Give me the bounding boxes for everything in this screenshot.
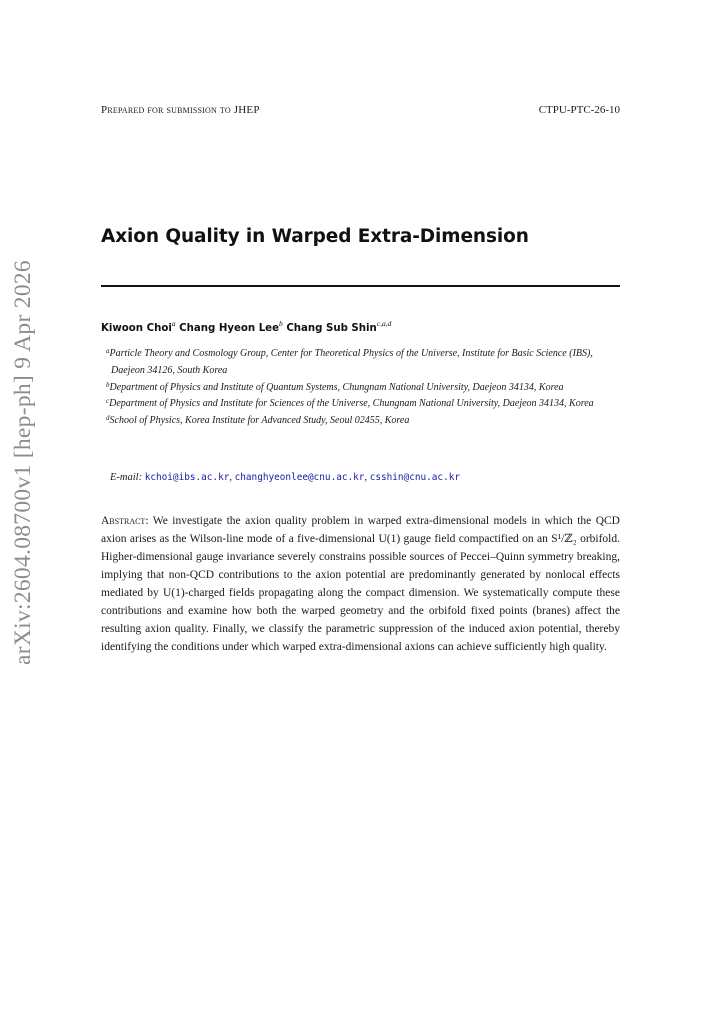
abstract-text: We investigate the axion quality problem in warped extra-dimensional models in which the QCD axion arises as the Wilson-line mode of a five-dimensional U(1) gauge field compactified on an S¹/ℤ₂ orbifold. Higher-dimensional gauge invariance severely constrains possible sources of Peccei–Quinn symmetry breaking, implying that non-QCD contributions to the axion potential are predominantly generated by nonlocal effects mediated by U(1)-charged fields propagating along the compact dimension. We systematically compute these contributions and examine how both the warped geometry and the orbifold fixed points (branes) affect the resulting axion quality. Finally, we classify the parametric suppression of the induced axion potential, thereby identifying the conditions under which warped extra-dimensional axions can achieve sufficiently high quality. — [101, 515, 620, 654]
affiliation-label: b — [106, 380, 110, 389]
abstract-label: Abstract: — [101, 515, 149, 527]
affiliation-text: Particle Theory and Cosmology Group, Center for Theoretical Physics of the Universe, Institute for Basic Science (IBS), Daejeon 34126, South Korea — [109, 348, 593, 376]
affiliation-text: Department of Physics and Institute for Sciences of the Universe, Chungnam National University, Daejeon 34134, Korea — [109, 398, 594, 410]
email-label: E-mail: — [110, 472, 143, 483]
author-list — [101, 319, 392, 334]
title-rule — [101, 285, 620, 287]
affiliation-text: Department of Physics and Institute of Quantum Systems, Chungnam National University, Daejeon 34134, Korea — [109, 381, 564, 393]
email-link[interactable]: csshin@cnu.ac.kr — [369, 472, 461, 483]
preprint-number: CTPU-PTC-26-10 — [538, 104, 620, 116]
abstract — [101, 512, 620, 656]
paper-title: Axion Quality in Warped Extra-Dimension — [101, 226, 529, 247]
author-affiliation-mark: a — [171, 319, 176, 328]
affiliation-list — [101, 346, 622, 430]
author-name: Kiwoon Choi — [101, 323, 172, 334]
affiliation — [101, 413, 622, 430]
affiliation — [101, 380, 622, 397]
affiliation-text: School of Physics, Korea Institute for Advanced Study, Seoul 02455, Korea — [109, 415, 410, 427]
author-affiliation-mark: b — [279, 319, 283, 328]
journal-header-text: Prepared for submission to JHEP — [101, 104, 260, 116]
arxiv-stamp: arXiv:2604.08700v1 [hep-ph] 9 Apr 2026 — [10, 260, 36, 665]
affiliation-label: c — [106, 397, 110, 406]
author-affiliation-mark: c,a,d — [376, 319, 392, 328]
journal-header — [101, 104, 260, 116]
email-line: E-mail: kchoi@ibs.ac.kr, changhyeonlee@cnu.ac.kr, csshin@cnu.ac.kr — [110, 472, 461, 483]
affiliation — [101, 346, 622, 380]
email-link[interactable]: kchoi@ibs.ac.kr — [144, 472, 230, 483]
affiliation-label: d — [106, 414, 110, 423]
author-name: Chang Sub Shin — [286, 323, 377, 334]
email-link[interactable]: changhyeonlee@cnu.ac.kr — [234, 472, 365, 483]
affiliation — [101, 396, 622, 413]
author-name: Chang Hyeon Lee — [179, 323, 280, 334]
affiliation-label: a — [106, 347, 110, 355]
